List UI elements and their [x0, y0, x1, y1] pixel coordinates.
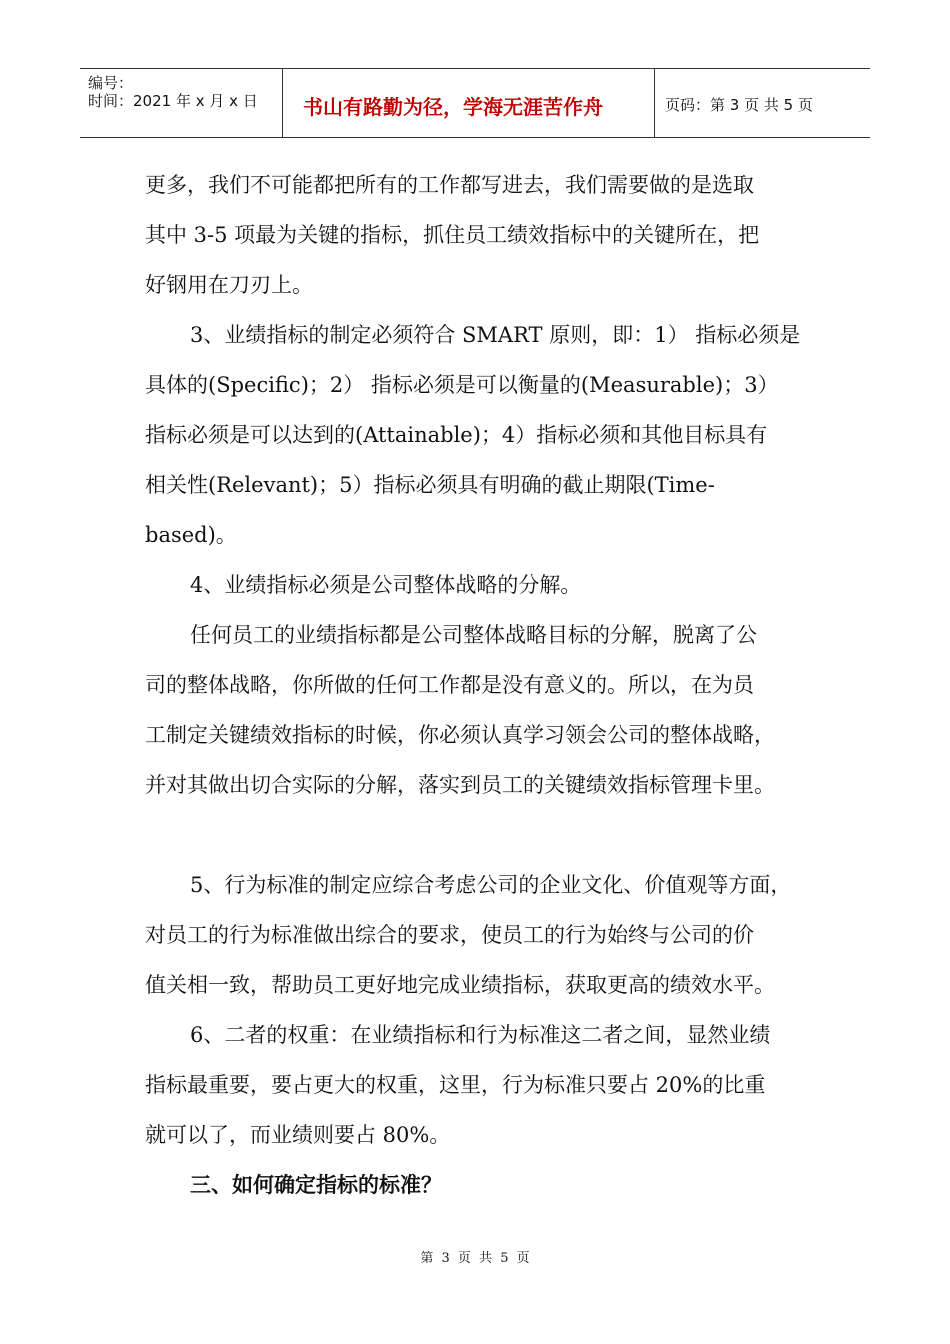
body-line: 任何员工的业绩指标都是公司整体战略目标的分解，脱离了公 [190, 623, 757, 647]
body-line: 并对其做出切合实际的分解，落实到员工的关键绩效指标管理卡里。 [145, 773, 775, 797]
body-line: 指标最重要，要占更大的权重，这里，行为标准只要占 20%的比重 [145, 1073, 766, 1097]
body-line: 司的整体战略，你所做的任何工作都是没有意义的。所以，在为员 [145, 673, 754, 697]
header-table [80, 68, 870, 138]
body-line: 值关相一致，帮助员工更好地完成业绩指标，获取更高的绩效水平。 [145, 973, 775, 997]
body-line: based)。 [145, 523, 237, 547]
body-line: 对员工的行为标准做出综合的要求，使员工的行为始终与公司的价 [145, 923, 754, 947]
body-line: 3、业绩指标的制定必须符合 SMART 原则，即：1） 指标必须是 [190, 323, 801, 347]
body-line: 工制定关键绩效指标的时候，你必须认真学习领会公司的整体战略， [145, 723, 775, 747]
body-line: 其中 3-5 项最为关键的指标，抓住员工绩效指标中的关键所在，把 [145, 223, 760, 247]
header-page-info: 页码：第 3 页 共 5 页 [665, 96, 813, 114]
section-heading: 三、如何确定指标的标准？ [190, 1173, 442, 1197]
body-line: 4、业绩指标必须是公司整体战略的分解。 [190, 573, 582, 597]
body-line: 就可以了，而业绩则要占 80%。 [145, 1123, 451, 1147]
document-date-label: 时间：2021 年 x 月 x 日 [88, 92, 258, 110]
body-line: 相关性(Relevant)；5）指标必须具有明确的截止期限(Time- [145, 473, 715, 497]
body-line: 具体的(Specific)；2） 指标必须是可以衡量的(Measurable)；3） [145, 373, 779, 397]
body-line: 指标必须是可以达到的(Attainable)；4）指标必须和其他目标具有 [145, 423, 768, 447]
header-meta-cell [80, 69, 283, 137]
header-motto: 书山有路勤为径，学海无涯苦作舟 [303, 95, 603, 119]
body-line: 好钢用在刀刃上。 [145, 273, 313, 297]
body-line: 6、二者的权重：在业绩指标和行为标准这二者之间，显然业绩 [190, 1023, 771, 1047]
page-footer: 第 3 页 共 5 页 [420, 1251, 530, 1266]
header-page-cell [655, 69, 870, 137]
document-number-label: 编号： [88, 74, 134, 92]
header-motto-cell [283, 69, 655, 137]
body-line: 更多，我们不可能都把所有的工作都写进去，我们需要做的是选取 [145, 173, 754, 197]
body-line: 5、行为标准的制定应综合考虑公司的企业文化、价值观等方面， [190, 873, 792, 897]
